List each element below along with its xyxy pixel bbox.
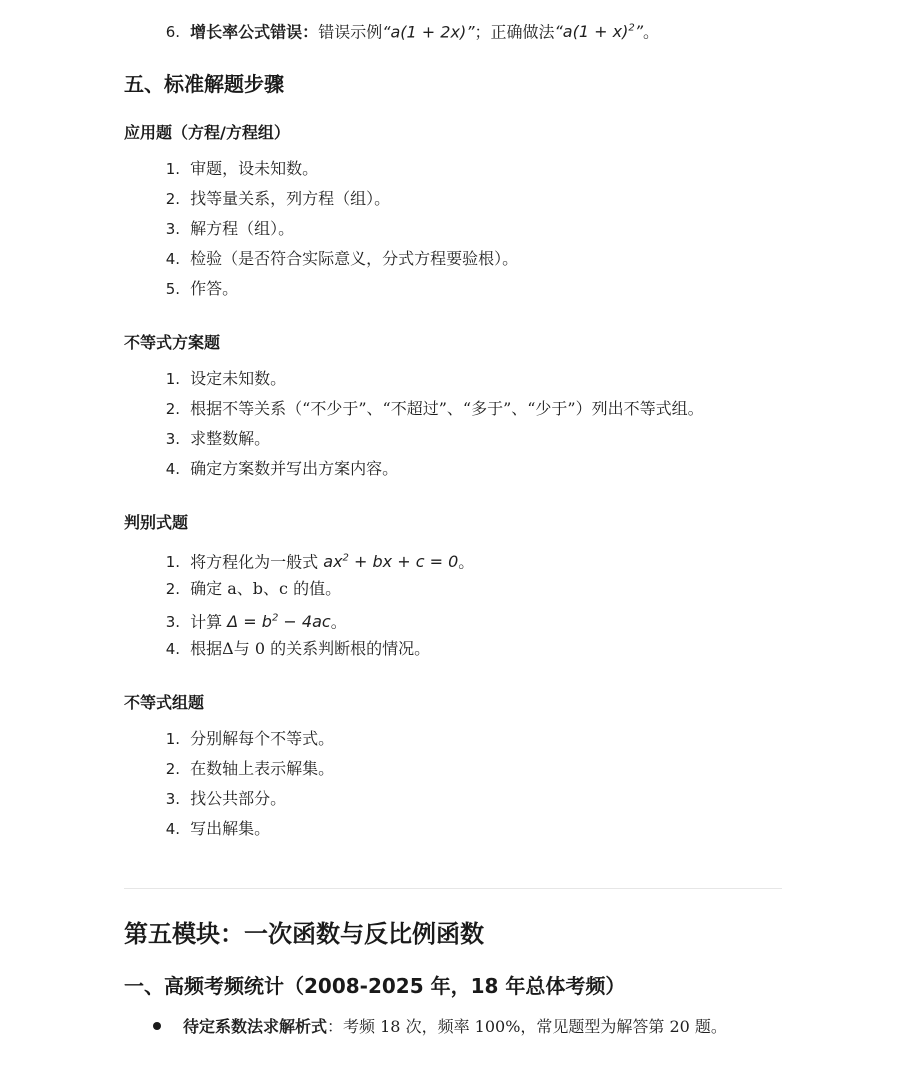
item-label: 增长率公式错误： bbox=[190, 22, 319, 42]
list-item: 2. 确定 a、b、c 的值。 bbox=[165, 579, 342, 598]
frequency-stats-heading: 一、高频考频统计（2008-2025 年，18 年总体考频） bbox=[124, 974, 626, 998]
list-item: 1. 分别解每个不等式。 bbox=[165, 729, 335, 748]
subheading-inequality-plan: 不等式方案题 bbox=[124, 333, 221, 352]
right-formula: “$a(1 + x)^2$” bbox=[554, 22, 643, 42]
section-divider bbox=[124, 888, 782, 889]
bullet-text: 考频 18 次，频率 100%，常见题型为解答第 20 题。 bbox=[343, 1017, 727, 1036]
error-list bbox=[124, 14, 659, 44]
list-item: 4. 根据Δ与 0 的关系判断根的情况。 bbox=[165, 639, 431, 658]
steps-inequality-group bbox=[124, 724, 334, 844]
list-item: 3. 求整数解。 bbox=[165, 429, 271, 448]
subheading-application: 应用题（方程/方程组） bbox=[124, 123, 290, 142]
bullet-item bbox=[124, 1012, 727, 1042]
list-item: 2. 在数轴上表示解集。 bbox=[165, 759, 335, 778]
list-item: 1. 设定未知数。 bbox=[165, 369, 287, 388]
bullet-colon: ： bbox=[327, 1017, 344, 1036]
bullet-dot bbox=[153, 1022, 161, 1030]
section-heading: 五、标准解题步骤 bbox=[124, 72, 284, 96]
list-item: 3. 找公共部分。 bbox=[165, 789, 287, 808]
steps-discriminant bbox=[124, 544, 474, 664]
steps-application bbox=[124, 154, 518, 304]
wrong-prefix: 错误示例 bbox=[318, 22, 383, 42]
separator: ； bbox=[474, 22, 491, 42]
module-heading: 第五模块：一次函数与反比例函数 bbox=[124, 920, 484, 948]
list-item: 1. 审题，设未知数。 bbox=[165, 159, 319, 178]
steps-inequality-plan bbox=[124, 364, 704, 484]
list-item: 3. 解方程（组）。 bbox=[165, 219, 295, 238]
list-item: 5. 作答。 bbox=[165, 279, 239, 298]
list-item: 3. 计算 $\Delta = b^2 - 4ac$。 bbox=[165, 612, 347, 632]
wrong-formula: “a(1 + 2x)” bbox=[382, 22, 475, 42]
list-item: 4. 写出解集。 bbox=[165, 819, 271, 838]
subheading-discriminant: 判别式题 bbox=[124, 513, 189, 532]
subheading-inequality-group: 不等式组题 bbox=[124, 693, 205, 712]
bullet-label: 待定系数法求解析式 bbox=[183, 1017, 328, 1036]
list-number: 6. bbox=[165, 23, 180, 42]
list-item: 2. 找等量关系，列方程（组）。 bbox=[165, 189, 391, 208]
list-item bbox=[124, 14, 659, 44]
list-item: 2. 根据不等关系（“不少于”、“不超过”、“多于”、“少于”）列出不等式组。 bbox=[165, 399, 704, 418]
discriminant-formula: $\Delta = b^2 - 4ac$ bbox=[227, 612, 331, 632]
right-prefix: 正确做法 bbox=[490, 22, 555, 42]
end-mark: 。 bbox=[643, 22, 660, 42]
list-item: 1. 将方程化为一般式 $ax^2$ + bx + c = 0。 bbox=[165, 552, 475, 572]
list-item: 4. 确定方案数并写出方案内容。 bbox=[165, 459, 399, 478]
general-form-formula: $ax^2$ + bx + c = 0 bbox=[323, 552, 459, 572]
list-item: 4. 检验（是否符合实际意义，分式方程要验根）。 bbox=[165, 249, 519, 268]
